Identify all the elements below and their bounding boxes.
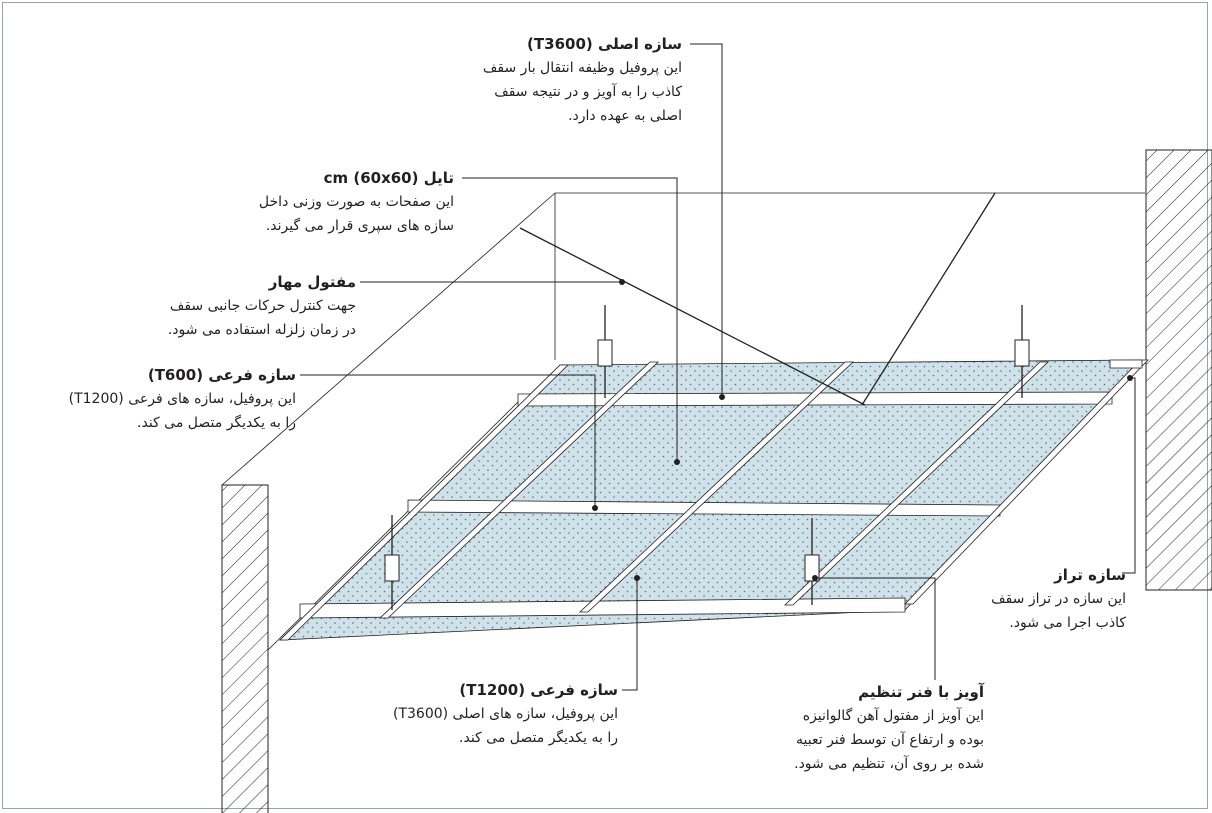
label-line: را به یکدیگر متصل می کند.	[459, 730, 618, 746]
label-line: شده بر روی آن، تنظیم می شود.	[794, 756, 984, 772]
label-line: جهت کنترل حرکات جانبی سقف	[169, 298, 356, 314]
label-line: این پروفیل، سازه های فرعی (T1200)	[68, 391, 296, 407]
wall-angle	[1110, 360, 1142, 368]
left-wall	[222, 485, 268, 813]
right-wall	[1146, 150, 1212, 590]
label-line: این آویز از مفتول آهن گالوانیزه	[802, 708, 984, 724]
label-title: آویز با فنر تنظیم	[858, 683, 984, 701]
label-line: در زمان زلزله استفاده می شود.	[167, 322, 356, 338]
label-line: کاذب را به آویز و در نتیجه سقف	[494, 84, 682, 100]
label-title: سازه تراز	[1054, 566, 1126, 584]
label-line: را به یکدیگر متصل می کند.	[137, 415, 296, 431]
label-line: سازه های سپری قرار می گیرند.	[265, 218, 454, 234]
label-title: سازه فرعی (T600)	[147, 366, 296, 384]
label-line: این پروفیل، سازه های اصلی (T3600)	[392, 706, 618, 722]
label-line: این سازه در تراز سقف	[991, 591, 1126, 607]
label-main-runner	[483, 32, 682, 128]
label-wall-angle	[991, 563, 1126, 635]
label-title: سازه فرعی (T1200)	[459, 681, 618, 699]
label-hanger	[794, 680, 984, 776]
label-line: این پروفیل وظیفه انتقال بار سقف	[482, 60, 682, 76]
label-tile	[259, 166, 454, 238]
label-line: کاذب اجرا می شود.	[1009, 615, 1126, 631]
label-cross-t1200	[393, 678, 618, 750]
label-line: اصلی به عهده دارد.	[568, 108, 682, 124]
label-line: این صفحات به صورت وزنی داخل	[258, 194, 454, 210]
label-line: بوده و ارتفاع آن توسط فنر تعبیه	[796, 732, 984, 748]
label-title: سازه اصلی (T3600)	[527, 35, 682, 53]
label-title: مفتول مهار	[268, 273, 356, 291]
label-title: تایل cm (60x60)	[323, 169, 454, 187]
label-brace-wire	[168, 270, 356, 342]
label-cross-t600	[69, 363, 296, 435]
